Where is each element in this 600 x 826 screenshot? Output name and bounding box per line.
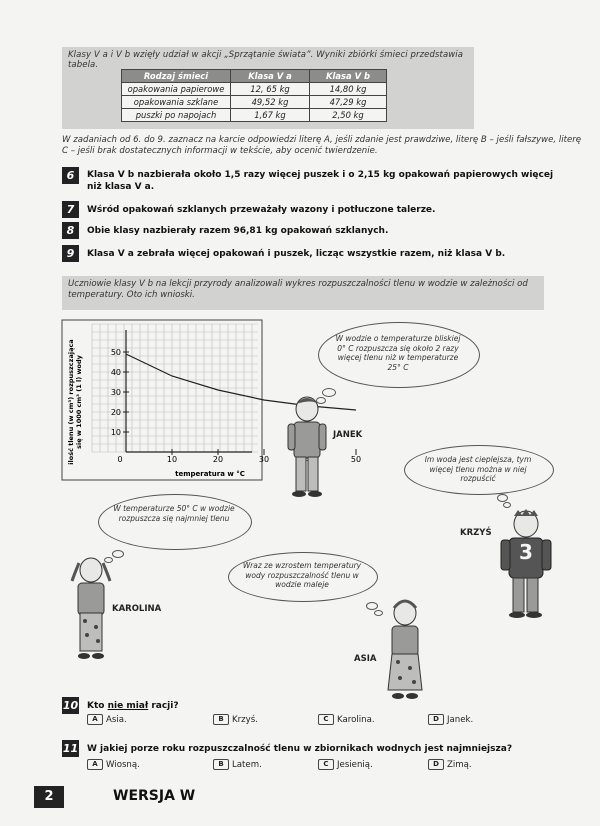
table-row xyxy=(122,109,387,122)
table-cell: opakowania papierowe xyxy=(122,83,231,96)
table-cell: puszki po napojach xyxy=(122,109,231,122)
y-tick-label: 20 xyxy=(110,408,121,417)
answer-option[interactable] xyxy=(428,759,472,770)
bubble-text-karolina: W temperaturze 50° C w wodzie rozpuszcza się najmniej tlenu xyxy=(113,504,235,523)
name-asia: ASIA xyxy=(354,654,377,664)
answer-option[interactable] xyxy=(318,759,373,770)
answer-text: Asia. xyxy=(106,715,127,725)
table-header: Rodzaj śmieci xyxy=(122,70,231,83)
bubble-tail xyxy=(366,602,378,610)
name-karolina: KAROLINA xyxy=(112,604,162,614)
x-tick-label: 30 xyxy=(258,455,270,464)
table-cell: 47,29 kg xyxy=(310,96,387,109)
janek-figure xyxy=(284,394,330,498)
answer-letter-box: D xyxy=(428,714,444,725)
answer-text: Janek. xyxy=(447,715,474,725)
bubble-tail xyxy=(497,494,508,502)
table-cell: 2,50 kg xyxy=(310,109,387,122)
answer-letter-box: A xyxy=(87,759,103,770)
answer-text: Karolina. xyxy=(337,715,375,725)
intro2-text: Uczniowie klasy V b na lekcji przyrody analizowali wykres rozpuszczalności tlenu w wodzie w zależności od temperatury. Oto ich wnioski. xyxy=(68,279,528,300)
table-header-row xyxy=(122,70,387,83)
y-tick-label: 30 xyxy=(110,388,121,397)
answer-letter-box: B xyxy=(213,759,229,770)
answer-text: Jesienią. xyxy=(337,760,373,770)
answer-option[interactable] xyxy=(213,714,258,725)
question-number: 6 xyxy=(62,167,79,184)
question-number: 7 xyxy=(62,201,79,218)
table-cell: 1,67 kg xyxy=(231,109,310,122)
krzys-figure xyxy=(500,508,552,620)
question-number: 9 xyxy=(62,245,79,262)
answer-letter-box: D xyxy=(428,759,444,770)
table-cell: 14,80 kg xyxy=(310,83,387,96)
y-axis-label-2: się w 1000 cm³ (1 l) wody xyxy=(75,355,83,449)
question-10-text xyxy=(87,700,179,712)
question-11-text: W jakiej porze roku rozpuszczalność tlenu w zbiornikach wodnych jest najmniejsza? xyxy=(87,744,513,754)
answer-text: Zimą. xyxy=(447,760,472,770)
intro-text: Klasy V a i V b wzięły udział w akcji „Sprzątanie świata”. Wyniki zbiórki śmieci przedstawia tabela. xyxy=(68,50,464,70)
question-text: Obie klasy nazbierały razem 96,81 kg opakowań szklanych. xyxy=(87,226,389,236)
answer-option[interactable] xyxy=(428,714,473,725)
answer-letter-box: B xyxy=(213,714,229,725)
question-text-underlined: nie miał xyxy=(107,701,149,711)
table-header: Klasa V a xyxy=(231,70,310,83)
question-text: Wśród opakowań szklanych przeważały wazony i potłuczone talerze. xyxy=(87,205,436,215)
question-number: 11 xyxy=(62,742,79,755)
asia-figure xyxy=(382,598,428,702)
question-number: 8 xyxy=(62,222,79,239)
answer-letter-box: A xyxy=(87,714,103,725)
version-label: WERSJA W xyxy=(113,788,196,804)
bubble-text-janek: W wodzie o temperaturze bliskiej 0° C rozpuszcza się około 2 razy więcej tlenu niż w temperaturze 25° C xyxy=(335,334,461,372)
question-text-part: Kto xyxy=(87,701,108,711)
question-text: Klasa V a zebrała więcej opakowań i puszek, licząc wszystkie razem, niż klasa V b. xyxy=(87,249,506,259)
answer-text: Wiosną. xyxy=(106,760,140,770)
instructions: W zadaniach od 6. do 9. zaznacz na karcie odpowiedzi literę A, jeśli zdanie jest prawdziwe, literę B – jeśli fałszywe, literę C – jeśli brak dostatecznych informacji w tekście, aby ocenić twierdzenie. xyxy=(62,135,582,156)
x-tick-label: 50 xyxy=(350,455,362,464)
answer-option[interactable] xyxy=(87,759,140,770)
answer-text: Krzyś. xyxy=(232,715,258,725)
answer-option[interactable] xyxy=(87,714,127,725)
y-tick-label: 10 xyxy=(110,428,121,437)
table-cell: opakowania szklane xyxy=(122,96,231,109)
y-tick-label: 50 xyxy=(110,348,121,357)
table-row xyxy=(122,83,387,96)
bubble-text-asia: Wraz ze wzrostem temperatury wody rozpuszczalność tlenu w wodzie maleje xyxy=(242,561,362,589)
waste-table xyxy=(121,69,387,122)
y-tick-label: 40 xyxy=(110,368,121,377)
y-axis-label-1: ilość tlenu (w cm³) rozpuszczająca xyxy=(67,339,75,465)
question-number: 10 xyxy=(62,699,79,712)
page-number: 2 xyxy=(34,786,64,808)
x-tick-label: 20 xyxy=(212,455,224,464)
table-header: Klasa V b xyxy=(310,70,387,83)
answer-letter-box: C xyxy=(318,759,334,770)
answer-letter-box: C xyxy=(318,714,334,725)
name-janek: JANEK xyxy=(333,430,363,440)
x-tick-label: 10 xyxy=(166,455,178,464)
answer-text: Latem. xyxy=(232,760,262,770)
karolina-figure xyxy=(68,555,114,663)
table-row xyxy=(122,96,387,109)
name-krzys: KRZYŚ xyxy=(460,528,492,538)
answer-option[interactable] xyxy=(318,714,375,725)
x-axis-label: temperatura w °C xyxy=(175,470,245,478)
table-cell: 49,52 kg xyxy=(231,96,310,109)
intro2-box xyxy=(62,276,544,310)
question-text: Klasa V b nazbierała około 1,5 razy więcej puszek i o 2,15 kg opakowań papierowych więcej niż klasa V a. xyxy=(87,170,554,192)
bubble-text-krzys: Im woda jest cieplejsza, tym więcej tlenu można w niej rozpuścić xyxy=(424,455,532,483)
shirt-number: 3 xyxy=(519,540,533,564)
table-cell: 12, 65 kg xyxy=(231,83,310,96)
question-text-part: racji? xyxy=(148,701,179,711)
x-tick-label: 0 xyxy=(117,455,123,464)
answer-option[interactable] xyxy=(213,759,262,770)
